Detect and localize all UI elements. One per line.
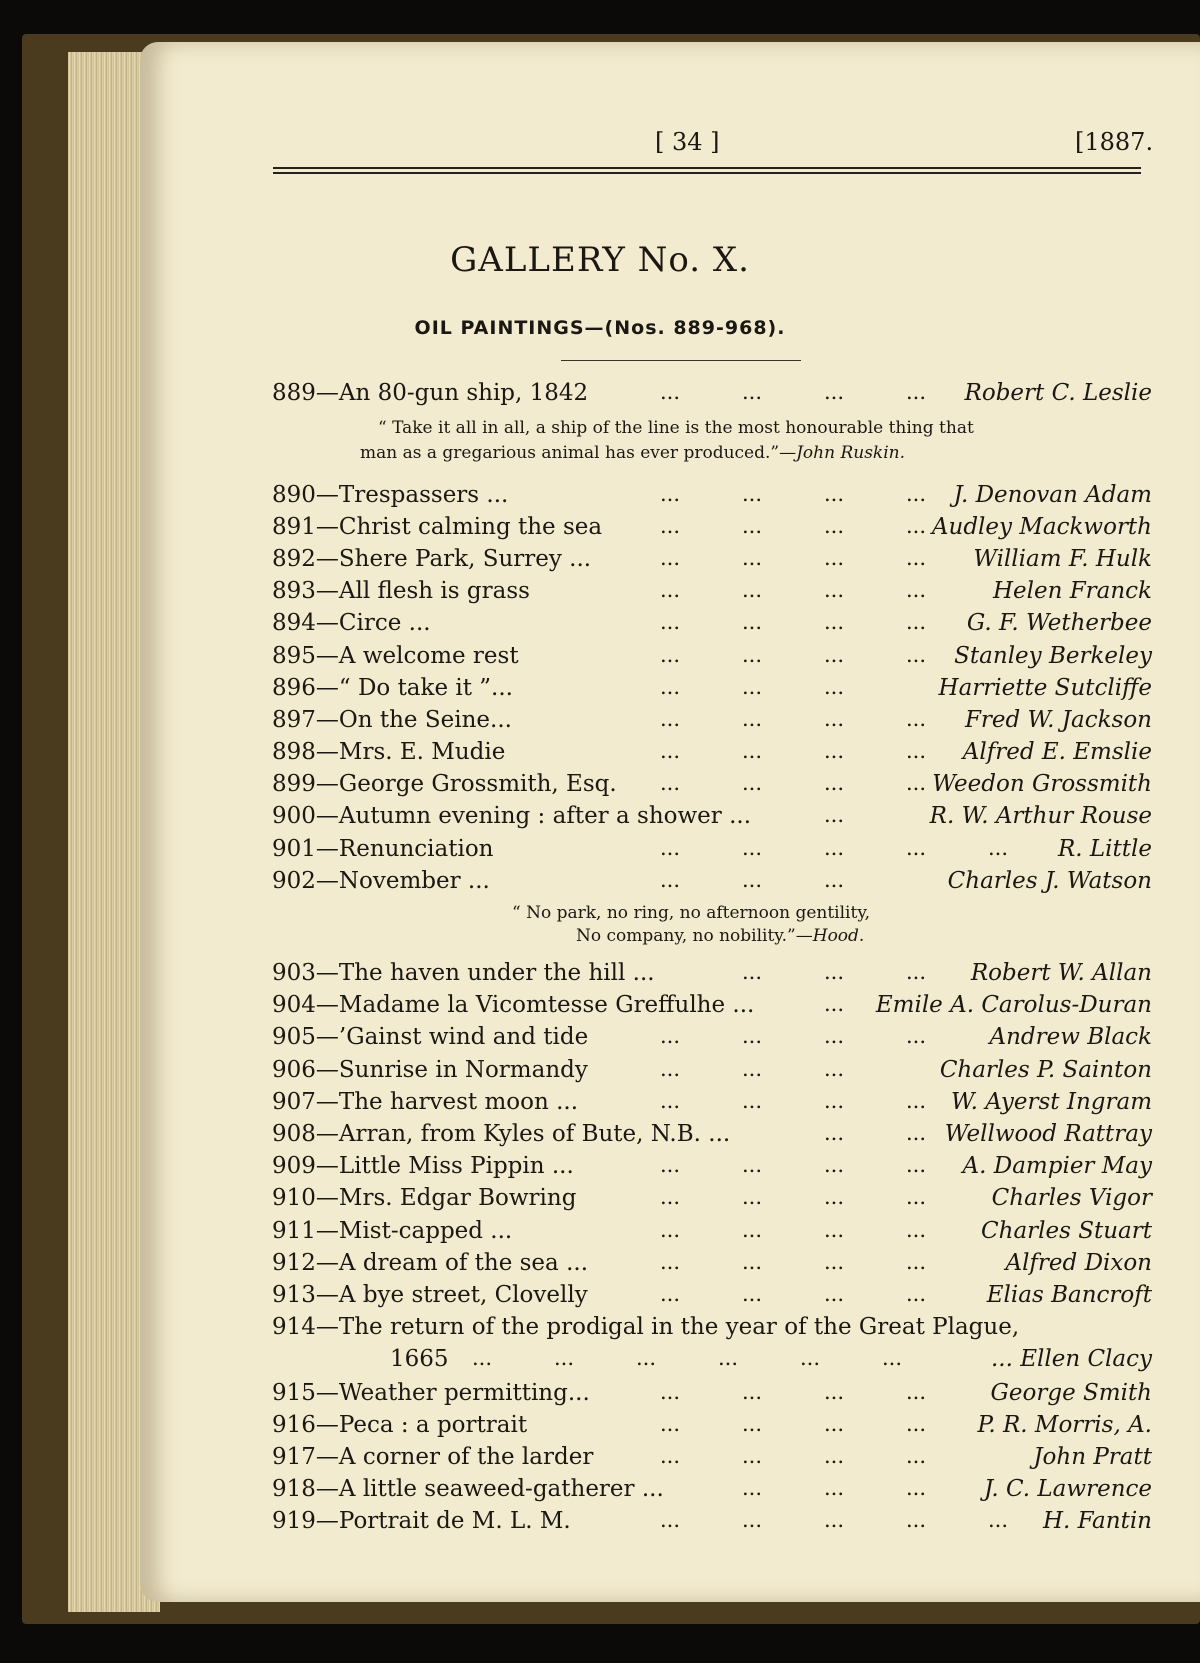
leader-dot: ... xyxy=(906,1089,927,1113)
leader-dot: ... xyxy=(906,514,927,538)
leader-dots xyxy=(272,1346,1152,1378)
leader-dot: ... xyxy=(742,610,763,634)
quote-text: No company, no nobility.”— xyxy=(576,926,813,946)
painting-title: 906—Sunrise in Normandy xyxy=(272,1057,588,1083)
artist-name: W. Ayerst Ingram xyxy=(950,1089,1152,1115)
painting-title: 901—Renunciation xyxy=(272,836,494,862)
artist-name: P. R. Morris, A. xyxy=(977,1412,1152,1438)
leader-dot: ... xyxy=(906,1476,927,1500)
artist-name: R. W. Arthur Rouse xyxy=(929,803,1152,829)
painting-title: 912—A dream of the sea ... xyxy=(272,1250,589,1276)
leader-dot: ... xyxy=(824,643,845,667)
leader-dot: ... xyxy=(742,675,763,699)
painting-title-continuation: 1665 xyxy=(390,1346,449,1372)
painting-title: 889—An 80-gun ship, 1842 xyxy=(272,380,589,406)
leader-dot: ... xyxy=(824,1250,845,1274)
artist-name: Harriette Sutcliffe xyxy=(938,675,1152,701)
leader-dot: ... xyxy=(742,707,763,731)
leader-dot: ... xyxy=(906,1153,927,1177)
leader-dot: ... xyxy=(906,546,927,570)
catalogue-entry xyxy=(272,771,1152,803)
leader-dot: ... xyxy=(718,1346,739,1370)
leader-dot: ... xyxy=(906,1380,927,1404)
painting-title: 892—Shere Park, Surrey ... xyxy=(272,546,592,572)
leader-dot: ... xyxy=(906,1444,927,1468)
artist-name: Weedon Grossmith xyxy=(932,771,1152,797)
painting-title: 909—Little Miss Pippin ... xyxy=(272,1153,574,1179)
header-rule xyxy=(273,172,1141,174)
artist-name: Wellwood Rattray xyxy=(944,1121,1152,1147)
leader-dot: ... xyxy=(660,1185,681,1209)
catalogue-entry xyxy=(272,1412,1152,1444)
leader-dot: ... xyxy=(660,1444,681,1468)
artist-name: J. Denovan Adam xyxy=(953,482,1152,508)
leader-dot: ... xyxy=(742,1057,763,1081)
leader-dot: ... xyxy=(824,836,845,860)
leader-dot: ... xyxy=(824,992,845,1016)
leader-dot: ... xyxy=(824,868,845,892)
hood-quote-line-1: “ No park, no ring, no afternoon gentility, xyxy=(512,903,871,923)
leader-dot: ... xyxy=(660,643,681,667)
quote-attribution: Hood. xyxy=(812,926,865,946)
artist-name: Audley Mackworth xyxy=(931,514,1152,540)
painting-title: 907—The harvest moon ... xyxy=(272,1089,579,1115)
painting-title: 913—A bye street, Clovelly xyxy=(272,1282,588,1308)
leader-dot: ... xyxy=(742,578,763,602)
painting-title: 919—Portrait de M. L. M. xyxy=(272,1508,571,1534)
leader-dot: ... xyxy=(824,1444,845,1468)
artist-name: Alfred Dixon xyxy=(1005,1250,1152,1276)
catalogue-entry xyxy=(272,707,1152,739)
artist-name: Charles Vigor xyxy=(991,1185,1152,1211)
leader-dot: ... xyxy=(742,1250,763,1274)
painting-title: 903—The haven under the hill ... xyxy=(272,960,655,986)
catalogue-entry xyxy=(272,1444,1152,1476)
painting-title: 905—’Gainst wind and tide xyxy=(272,1024,589,1050)
artist-name: Emile A. Carolus-Duran xyxy=(875,992,1152,1018)
catalogue-entry xyxy=(272,675,1152,707)
leader-dot: ... xyxy=(742,482,763,506)
artist-name: John Pratt xyxy=(1033,1444,1152,1470)
leader-dot: ... xyxy=(988,836,1009,860)
leader-dot: ... xyxy=(906,771,927,795)
leader-dot: ... xyxy=(906,643,927,667)
leader-dot: ... xyxy=(660,1024,681,1048)
leader-dot: ... xyxy=(742,836,763,860)
catalogue-entry xyxy=(272,482,1152,514)
painting-title: 916—Peca : a portrait xyxy=(272,1412,528,1438)
leader-dot: ... xyxy=(742,1282,763,1306)
ruskin-quote-line-2 xyxy=(360,443,905,463)
leader-dot: ... xyxy=(660,1218,681,1242)
leader-dot: ... xyxy=(906,836,927,860)
leader-dot: ... xyxy=(554,1346,575,1370)
leader-dot: ... xyxy=(906,578,927,602)
leader-dot: ... xyxy=(906,1218,927,1242)
leader-dot: ... xyxy=(660,1380,681,1404)
leader-dot: ... xyxy=(824,1153,845,1177)
catalogue-entry xyxy=(272,1314,1152,1372)
catalogue-entry xyxy=(272,1121,1152,1153)
catalogue-entry xyxy=(272,546,1152,578)
catalogue-entry xyxy=(272,643,1152,675)
leader-dot: ... xyxy=(742,1412,763,1436)
artist-name: Robert C. Leslie xyxy=(964,380,1152,406)
leader-dot: ... xyxy=(660,1153,681,1177)
catalogue-entry xyxy=(272,868,1152,900)
artist-name: Charles J. Watson xyxy=(947,868,1152,894)
ruskin-quote-line-1: “ Take it all in all, a ship of the line is the most honourable thing that xyxy=(378,418,974,438)
leader-dot: ... xyxy=(660,1412,681,1436)
leader-dot: ... xyxy=(742,643,763,667)
artist-name: R. Little xyxy=(1057,836,1152,862)
catalogue-entry xyxy=(272,380,1152,412)
leader-dot: ... xyxy=(824,482,845,506)
catalogue-entry xyxy=(272,610,1152,642)
leader-dot: ... xyxy=(906,1024,927,1048)
painting-title: 898—Mrs. E. Mudie xyxy=(272,739,506,765)
leader-dot: ... xyxy=(742,739,763,763)
leader-dot: ... xyxy=(742,1508,763,1532)
leader-dot: ... xyxy=(906,1250,927,1274)
catalogue-entry xyxy=(272,1282,1152,1314)
artist-name: G. F. Wetherbee xyxy=(966,610,1152,636)
leader-dot: ... xyxy=(824,1121,845,1145)
catalogue-entry xyxy=(272,1185,1152,1217)
leader-dot: ... xyxy=(824,1282,845,1306)
painting-title: 904—Madame la Vicomtesse Greffulhe ... xyxy=(272,992,755,1018)
leader-dot: ... xyxy=(660,482,681,506)
artist-name: Robert W. Allan xyxy=(970,960,1152,986)
leader-dot: ... xyxy=(660,578,681,602)
painting-title: 917—A corner of the larder xyxy=(272,1444,594,1470)
hood-quote-line-2 xyxy=(576,926,864,946)
artist-name: Elias Bancroft xyxy=(986,1282,1152,1308)
section-subtitle: OIL PAINTINGS—(Nos. 889-968). xyxy=(414,317,786,339)
artist-name: H. Fantin xyxy=(1042,1508,1152,1534)
leader-dot: ... xyxy=(988,1508,1009,1532)
leader-dot: ... xyxy=(742,1380,763,1404)
painting-title: 910—Mrs. Edgar Bowring xyxy=(272,1185,577,1211)
section-rule xyxy=(561,360,801,361)
painting-title: 902—November ... xyxy=(272,868,490,894)
leader-dot: ... xyxy=(824,675,845,699)
leader-dot: ... xyxy=(660,1089,681,1113)
leader-dot: ... xyxy=(824,803,845,827)
leader-dot: ... xyxy=(800,1346,821,1370)
leader-dot: ... xyxy=(660,675,681,699)
header-rule xyxy=(273,167,1141,169)
running-head-year: [1887. xyxy=(1075,128,1154,156)
leader-dot: ... xyxy=(742,546,763,570)
painting-title: 918—A little seaweed-gatherer ... xyxy=(272,1476,664,1502)
artist-name: Alfred E. Emslie xyxy=(962,739,1152,765)
leader-dot: ... xyxy=(742,868,763,892)
artist-name: Helen Franck xyxy=(992,578,1152,604)
leader-dot: ... xyxy=(660,836,681,860)
leader-dot: ... xyxy=(824,1057,845,1081)
catalogue-entry xyxy=(272,1508,1152,1540)
leader-dot: ... xyxy=(906,1508,927,1532)
quote-attribution: John Ruskin. xyxy=(796,443,906,463)
leader-dot: ... xyxy=(824,1218,845,1242)
leader-dot: ... xyxy=(742,1444,763,1468)
leader-dot: ... xyxy=(660,739,681,763)
artist-name: Charles P. Sainton xyxy=(939,1057,1152,1083)
leader-dot: ... xyxy=(824,1508,845,1532)
catalogue-entry xyxy=(272,739,1152,771)
catalogue-entry xyxy=(272,1089,1152,1121)
leader-dot: ... xyxy=(824,1380,845,1404)
painting-title: 915—Weather permitting... xyxy=(272,1380,590,1406)
catalogue-entry xyxy=(272,992,1152,1024)
leader-dot: ... xyxy=(742,1089,763,1113)
leader-dot: ... xyxy=(906,1282,927,1306)
leader-dot: ... xyxy=(742,771,763,795)
painting-title: 894—Circe ... xyxy=(272,610,431,636)
catalogue-entry xyxy=(272,836,1152,868)
painting-title: 900—Autumn evening : after a shower ... xyxy=(272,803,752,829)
catalogue-entry xyxy=(272,1476,1152,1508)
leader-dot: ... xyxy=(660,380,681,404)
leader-dot: ... xyxy=(824,1185,845,1209)
artist-name: Stanley Berkeley xyxy=(954,643,1152,669)
quote-text: man as a gregarious animal has ever produced.”— xyxy=(360,443,797,463)
painting-title: 891—Christ calming the sea xyxy=(272,514,603,540)
leader-dot: ... xyxy=(660,514,681,538)
artist-name: A. Dampier May xyxy=(962,1153,1152,1179)
leader-dot: ... xyxy=(660,707,681,731)
artist-name: ... Ellen Clacy xyxy=(990,1346,1152,1372)
catalogue-entry xyxy=(272,1380,1152,1412)
leader-dot: ... xyxy=(906,707,927,731)
catalogue-entry xyxy=(272,803,1152,835)
painting-title: 914—The return of the prodigal in the year of the Great Plague, xyxy=(272,1314,1020,1340)
leader-dot: ... xyxy=(742,1218,763,1242)
page-number: [ 34 ] xyxy=(655,128,720,156)
leader-dot: ... xyxy=(906,380,927,404)
leader-dot: ... xyxy=(660,1057,681,1081)
leader-dot: ... xyxy=(882,1346,903,1370)
leader-dot: ... xyxy=(906,739,927,763)
leader-dot: ... xyxy=(906,1121,927,1145)
leader-dot: ... xyxy=(824,1024,845,1048)
leader-dot: ... xyxy=(906,960,927,984)
leader-dot: ... xyxy=(742,1476,763,1500)
leader-dot: ... xyxy=(660,546,681,570)
catalogue-entry xyxy=(272,514,1152,546)
catalogue-entry xyxy=(272,960,1152,992)
leader-dot: ... xyxy=(906,1412,927,1436)
leader-dot: ... xyxy=(742,380,763,404)
leader-dot: ... xyxy=(824,546,845,570)
leader-dot: ... xyxy=(742,1024,763,1048)
leader-dot: ... xyxy=(824,380,845,404)
leader-dot: ... xyxy=(824,1476,845,1500)
leader-dot: ... xyxy=(742,960,763,984)
leader-dot: ... xyxy=(906,482,927,506)
leader-dot: ... xyxy=(824,578,845,602)
artist-name: Fred W. Jackson xyxy=(964,707,1152,733)
painting-title: 895—A welcome rest xyxy=(272,643,519,669)
leader-dot: ... xyxy=(824,1089,845,1113)
artist-name: Andrew Black xyxy=(989,1024,1152,1050)
leader-dot: ... xyxy=(824,707,845,731)
leader-dot: ... xyxy=(472,1346,493,1370)
leader-dot: ... xyxy=(660,1282,681,1306)
leader-dot: ... xyxy=(660,1250,681,1274)
leader-dot: ... xyxy=(742,514,763,538)
painting-title: 908—Arran, from Kyles of Bute, N.B. ... xyxy=(272,1121,731,1147)
artist-name: George Smith xyxy=(990,1380,1152,1406)
catalogue-entry xyxy=(272,1250,1152,1282)
painting-title: 890—Trespassers ... xyxy=(272,482,509,508)
gallery-title: GALLERY No. X. xyxy=(450,240,750,280)
painting-title: 911—Mist-capped ... xyxy=(272,1218,513,1244)
leader-dot: ... xyxy=(824,1412,845,1436)
leader-dot: ... xyxy=(824,960,845,984)
leader-dot: ... xyxy=(660,771,681,795)
leader-dot: ... xyxy=(906,610,927,634)
artist-name: William F. Hulk xyxy=(973,546,1152,572)
leader-dot: ... xyxy=(906,1185,927,1209)
leader-dot: ... xyxy=(824,514,845,538)
artist-name: J. C. Lawrence xyxy=(983,1476,1152,1502)
leader-dot: ... xyxy=(824,739,845,763)
leader-dot: ... xyxy=(824,771,845,795)
catalogue-entry xyxy=(272,1057,1152,1089)
leader-dot: ... xyxy=(742,1185,763,1209)
painting-title: 893—All flesh is grass xyxy=(272,578,530,604)
leader-dot: ... xyxy=(660,610,681,634)
leader-dot: ... xyxy=(636,1346,657,1370)
catalogue-entry xyxy=(272,1024,1152,1056)
painting-title: 897—On the Seine... xyxy=(272,707,512,733)
leader-dot: ... xyxy=(660,1508,681,1532)
painting-title: 899—George Grossmith, Esq. xyxy=(272,771,617,797)
painting-title: 896—“ Do take it ”... xyxy=(272,675,513,701)
catalogue-entry xyxy=(272,1218,1152,1250)
catalogue-entry xyxy=(272,578,1152,610)
artist-name: Charles Stuart xyxy=(981,1218,1152,1244)
catalogue-entry xyxy=(272,1153,1152,1185)
leader-dot: ... xyxy=(742,1153,763,1177)
leader-dot: ... xyxy=(824,610,845,634)
leader-dot: ... xyxy=(660,868,681,892)
